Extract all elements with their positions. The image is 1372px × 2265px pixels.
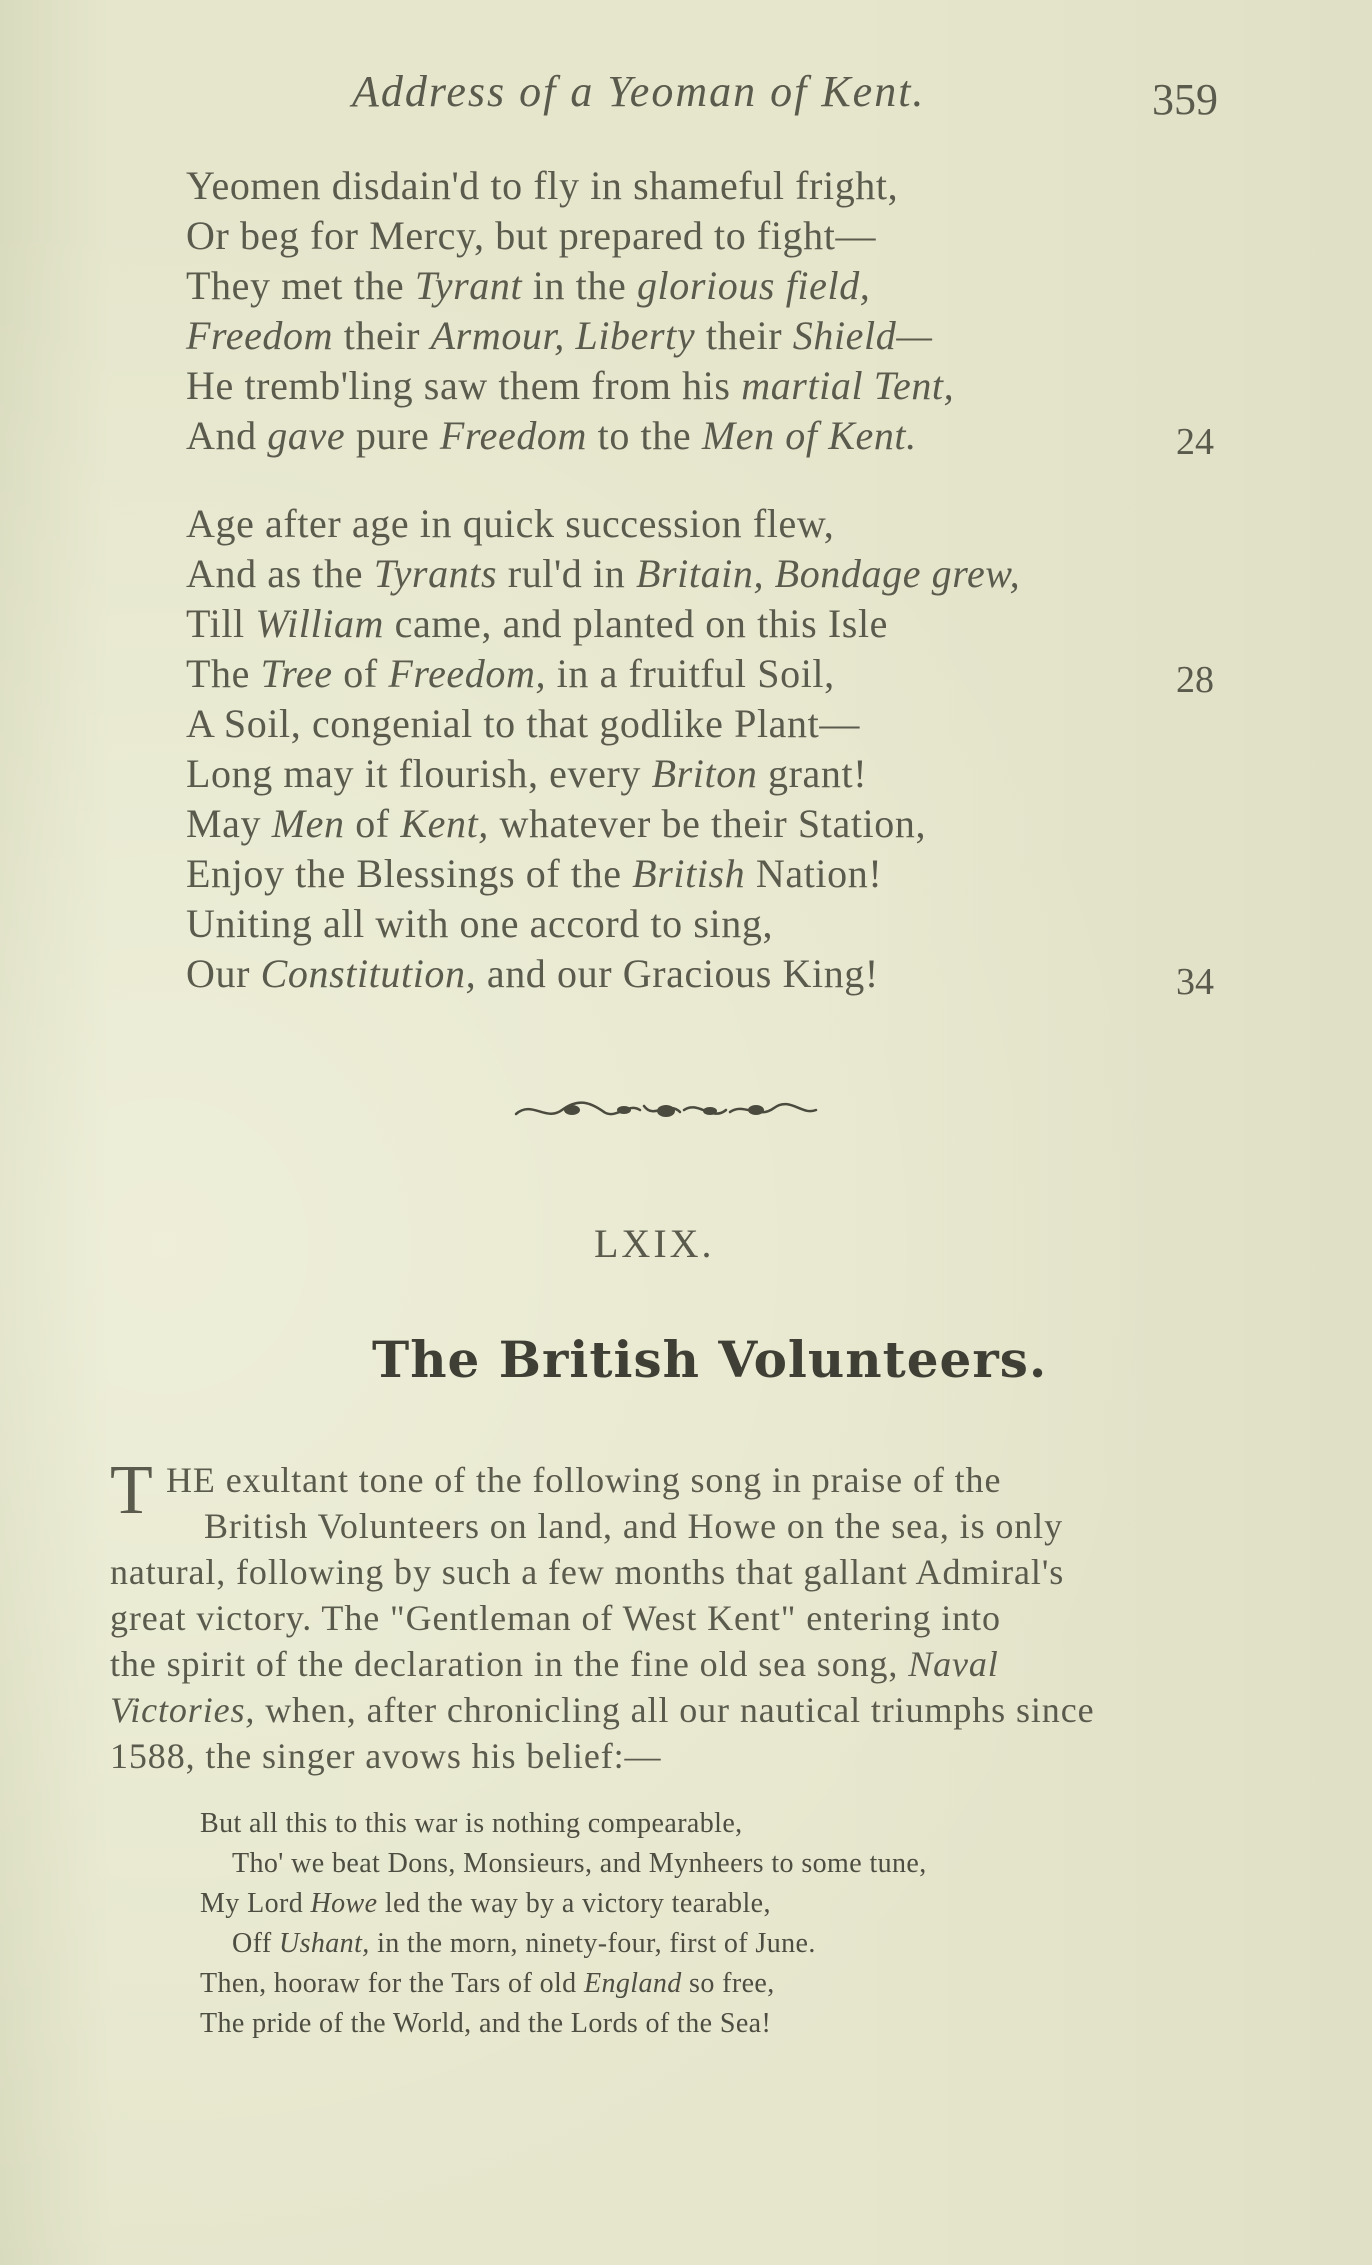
prose-line: the spirit of the declaration in the fine old sea song, Naval bbox=[110, 1644, 999, 1684]
poem-line: The Tree of Freedom, in a fruitful Soil, bbox=[186, 651, 835, 696]
poem-line: Our Constitution, and our Gracious King! bbox=[186, 951, 879, 996]
section-title: The British Volunteers. bbox=[372, 1330, 1048, 1389]
prose-line: natural, following by such a few months that gallant Admiral's bbox=[110, 1552, 1065, 1592]
prose-line: great victory. The "Gentleman of West Kent" entering into bbox=[110, 1598, 1001, 1638]
prose-line: British Volunteers on land, and Howe on the sea, is only bbox=[204, 1506, 1063, 1546]
poem-line: May Men of Kent, whatever be their Station, bbox=[186, 801, 927, 846]
quote-line: Tho' we beat Dons, Monsieurs, and Mynheers to some tune, bbox=[232, 1848, 927, 1879]
line-number: 34 bbox=[1176, 961, 1214, 1003]
poem-line: Or beg for Mercy, but prepared to fight— bbox=[186, 213, 877, 258]
quote-line: Off Ushant, in the morn, ninety-four, first of June. bbox=[232, 1928, 816, 1959]
page-number: 359 bbox=[1152, 75, 1218, 124]
poem-line: Yeomen disdain'd to fly in shameful fright, bbox=[186, 163, 899, 208]
quote-line: Then, hooraw for the Tars of old England so free, bbox=[200, 1968, 775, 1999]
poem-line: Till William came, and planted on this Isle bbox=[186, 601, 889, 646]
poem-line: A Soil, congenial to that godlike Plant— bbox=[186, 701, 860, 746]
poem-line: Long may it flourish, every Briton grant! bbox=[186, 751, 868, 796]
prose-line: 1588, the singer avows his belief:— bbox=[110, 1736, 662, 1776]
poem-line: Age after age in quick succession flew, bbox=[186, 501, 835, 546]
section-numeral: LXIX. bbox=[594, 1221, 715, 1266]
line-number: 28 bbox=[1176, 659, 1214, 701]
drop-cap: T bbox=[110, 1452, 153, 1529]
prose-line: HE exultant tone of the following song in praise of the bbox=[166, 1460, 1002, 1500]
poem-line: Uniting all with one accord to sing, bbox=[186, 901, 774, 946]
poem-line: They met the Tyrant in the glorious field, bbox=[186, 263, 871, 308]
quote-line: My Lord Howe led the way by a victory tearable, bbox=[200, 1888, 771, 1919]
poem-line: And as the Tyrants rul'd in Britain, Bondage grew, bbox=[186, 551, 1021, 596]
ornament-divider bbox=[512, 1096, 820, 1126]
poem-line: And gave pure Freedom to the Men of Kent. bbox=[186, 413, 917, 458]
quote-line: But all this to this war is nothing compearable, bbox=[200, 1808, 743, 1839]
poem-line: He tremb'ling saw them from his martial Tent, bbox=[186, 363, 955, 408]
prose-line: Victories, when, after chronicling all our nautical triumphs since bbox=[110, 1690, 1095, 1730]
poem-line: Enjoy the Blessings of the British Nation! bbox=[186, 851, 883, 896]
poem-line: Freedom their Armour, Liberty their Shield— bbox=[186, 313, 933, 358]
quote-line: The pride of the World, and the Lords of the Sea! bbox=[200, 2008, 772, 2039]
running-title: Address of a Yeoman of Kent. bbox=[352, 67, 926, 116]
line-number: 24 bbox=[1176, 421, 1214, 463]
